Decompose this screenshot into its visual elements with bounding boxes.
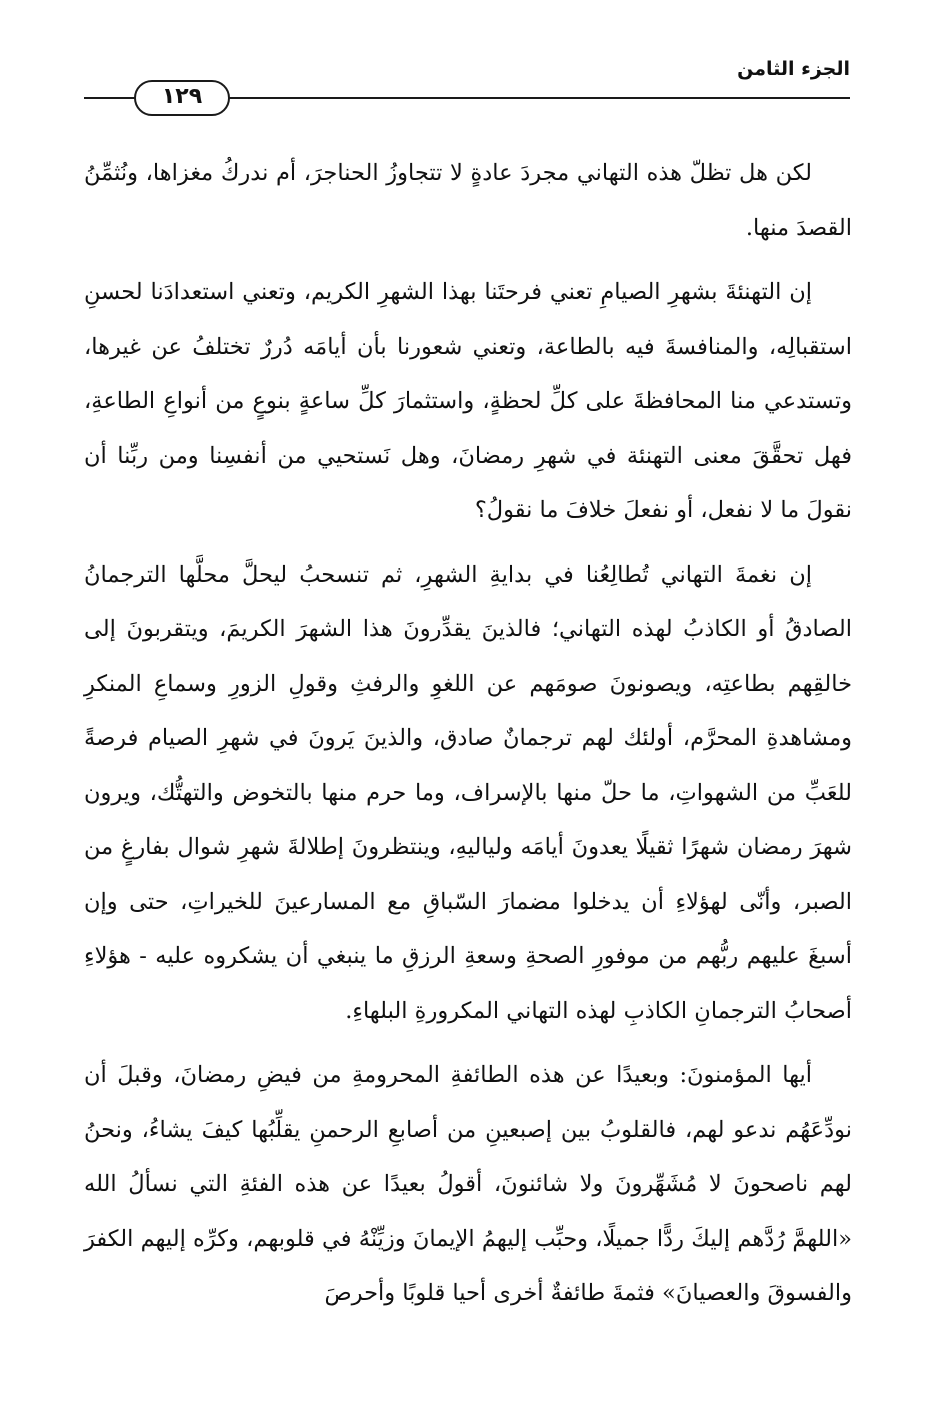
- paragraph-2: إن التهنئةَ بشهرِ الصيامِ تعني فرحتَنا بهذا الشهرِ الكريم، وتعني استعدادَنا لحسنِ استقبالِه، والمنافسةَ فيه بالطاعة، وتعني شعورنا بأن أيامَه دُررٌ تختلفُ عن غيرها، وتستدعي منا المحافظةَ على كلِّ لحظةٍ، واستثمارَ كلِّ ساعةٍ بنوعٍ من أنواعِ الطاعةِ، فهل تحقَّقَ معنى التهنئة في شهرِ رمضانَ، وهل نَستحيي من أنفسِنا ومن ربِّنا أن نقولَ ما لا نفعل، أو نفعلَ خلافَ ما نقولُ؟: [84, 279, 852, 523]
- running-title: الجزء الثامن: [737, 58, 850, 80]
- page-header: [0, 0, 938, 120]
- paragraph-1: لكن هل تظلّ هذه التهاني مجردَ عادةٍ لا تتجاوزُ الحناجرَ، أم ندركُ مغزاها، ونُثمِّنُ القصدَ منها.: [84, 160, 852, 241]
- paragraph-3: إن نغمةَ التهاني تُطالِعُنا في بدايةِ الشهرِ، ثم تنسحبُ ليحلَّ محلَّها الترجمانُ الصادقُ أو الكاذبُ لهذه التهاني؛ فالذينَ يقدِّرونَ هذا الشهرَ الكريمَ، ويتقربونَ إلى خالقِهم بطاعتِه، ويصونونَ صومَهم عن اللغوِ والرفثِ وقولِ الزورِ وسماعِ المنكرِ ومشاهدةِ المحرَّم، أولئك لهم ترجمانٌ صادق، والذينَ يَرونَ في شهرِ الصيام فرصةً للعَبِّ من الشهواتِ، ما حلّ منها بالإسراف، وما حرم منها بالتخوض والتهتُّك، ويرون شهرَ رمضان شهرًا ثقيلًا يعدونَ أيامَه ولياليهِ، وينتظرونَ إطلالةَ شهرِ شوال بفارغٍ من الصبر، وأنّى لهؤلاءِ أن يدخلوا مضمارَ السّباقِ مع المسارعينَ للخيراتِ، حتى وإن أسبغَ عليهم ربُّهم من موفورِ الصحةِ وسعةِ الرزقِ ما ينبغي أن يشكروه عليه - هؤلاءِ أصحابُ الترجمانِ الكاذبِ لهذه التهاني المكرورةِ البلهاءِ.: [84, 561, 852, 1024]
- body-text: [84, 146, 852, 1331]
- page-number-badge: ١٢٩: [134, 80, 230, 116]
- paragraph-4: أيها المؤمنونَ: وبعيدًا عن هذه الطائفةِ المحرومةِ من فيضِ رمضانَ، وقبلَ أن نودِّعَهُم ندعو لهم، فالقلوبُ بين إصبعينِ من أصابعِ الرحمنِ يقلِّبُها كيفَ يشاءُ، ونحنُ لهم ناصحونَ لا مُشَهِّرونَ ولا شائنونَ، أقولُ بعيدًا عن هذه الفئةِ التي نسألُ الله «اللهمَّ رُدَّهم إليكَ ردًّا جميلًا، وحبِّب إليهمُ الإيمانَ وزيِّنْهُ في قلوبهم، وكرِّه إليهم الكفرَ والفسوقَ والعصيانَ» فثمةَ طائفةٌ أخرى أحيا قلوبًا وأحرصَ: [84, 1062, 852, 1306]
